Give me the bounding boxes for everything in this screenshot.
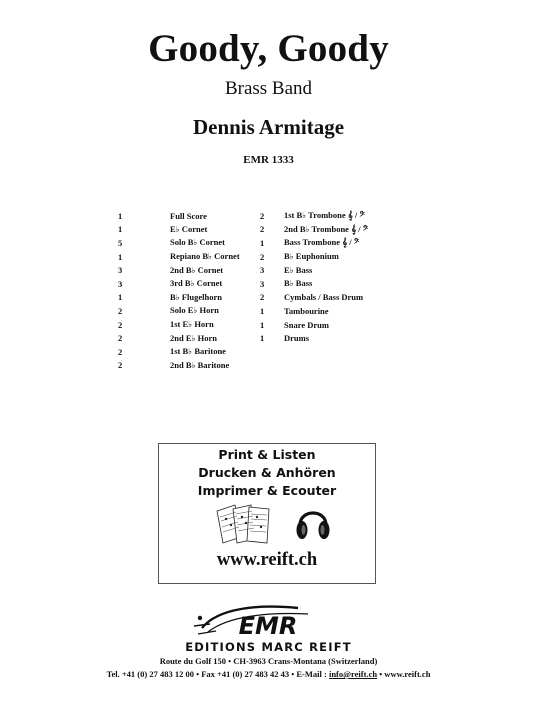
instrument-name: 3rd B♭ Cornet (170, 278, 223, 289)
instrument-name: E♭ Bass (284, 264, 313, 275)
instrument-name: B♭ Bass (284, 278, 313, 289)
instrument-name: 2nd B♭ Cornet (170, 264, 224, 275)
instrument-name: B♭ Euphonium (284, 251, 339, 262)
publisher-contact (0, 669, 537, 679)
instrument-row (260, 318, 368, 332)
instrument-row (260, 263, 368, 277)
instrument-row (118, 236, 240, 250)
instrument-row (118, 359, 240, 373)
instrument-name: 1st B♭ Baritone (170, 346, 226, 357)
instrument-quantity: 1 (118, 292, 123, 303)
contact-email-link[interactable]: info@reift.ch (328, 669, 378, 679)
instrument-name: 1st E♭ Horn (170, 319, 214, 330)
emr-logo (188, 604, 348, 640)
instrument-quantity: 3 (118, 265, 123, 276)
instrument-quantity: 1 (260, 319, 265, 330)
contact-phone-fax: Tel. +41 (0) 27 483 12 00 • Fax +41 (0) 27 483 42 43 • E-Mail : (106, 669, 329, 679)
instrument-name: Full Score (170, 210, 207, 221)
ensemble-subtitle: Brass Band (224, 78, 313, 99)
instrument-name: Drums (284, 333, 310, 344)
instrument-name: Solo E♭ Horn (170, 305, 219, 316)
instrument-quantity: 2 (260, 292, 265, 303)
promo-line-imprimer: Imprimer & Ecouter (197, 483, 337, 498)
promo-website[interactable]: www.reift.ch (216, 550, 318, 570)
instrument-name: Repiano B♭ Cornet (170, 251, 240, 262)
instrument-name: Bass Trombone 𝄞 / 𝄢 (284, 237, 360, 248)
promo-line-print-listen: Print & Listen (218, 447, 316, 462)
instrument-name: Tambourine (284, 305, 329, 316)
publisher-address: Route du Golf 150 • CH-3963 Crans-Montana (Switzerland) (159, 656, 378, 666)
instrument-quantity: 1 (118, 210, 123, 221)
instrument-quantity: 1 (118, 224, 123, 235)
instrument-row (118, 291, 240, 305)
instrument-quantity: 2 (260, 224, 265, 235)
instrument-name: E♭ Cornet (170, 223, 208, 234)
instrument-quantity: 3 (260, 278, 265, 289)
piece-title: Goody, Goody (148, 27, 389, 70)
instrument-row (118, 209, 240, 223)
instrument-name: Cymbals / Bass Drum (284, 292, 364, 303)
instrument-row (260, 291, 368, 305)
instrument-row (260, 236, 368, 250)
catalog-number: EMR 1333 (243, 154, 294, 166)
instrument-row (118, 250, 240, 264)
instrument-row (118, 345, 240, 359)
instrument-row (260, 277, 368, 291)
instrument-quantity: 2 (118, 333, 123, 344)
instrument-name: B♭ Flugelhorn (170, 291, 222, 302)
instrument-row (118, 331, 240, 345)
instrument-quantity: 2 (260, 251, 265, 262)
instrument-name: 2nd B♭ Baritone (170, 359, 230, 370)
instrument-row (260, 250, 368, 264)
instrument-quantity: 3 (260, 265, 265, 276)
instrument-quantity: 2 (118, 346, 123, 357)
instrument-row (118, 277, 240, 291)
instrumentation-right-column (260, 209, 368, 345)
composer-name: Dennis Armitage (192, 115, 345, 139)
publisher-name: EDITIONS MARC REIFT (185, 640, 352, 654)
instrument-quantity: 2 (118, 319, 123, 330)
instrument-quantity: 2 (260, 210, 265, 221)
instrument-row (118, 263, 240, 277)
instrument-quantity: 1 (260, 305, 265, 316)
instrument-quantity: 1 (260, 237, 265, 248)
headphones-icon (295, 501, 331, 543)
instrument-name: 1st B♭ Trombone 𝄞 / 𝄢 (284, 210, 365, 221)
sheet-music-icon (215, 503, 273, 545)
instrument-quantity: 2 (118, 360, 123, 371)
instrument-row (260, 223, 368, 237)
instrument-quantity: 1 (118, 251, 123, 262)
instrument-quantity: 2 (118, 305, 123, 316)
instrument-name: Snare Drum (284, 319, 329, 330)
instrument-name: 2nd E♭ Horn (170, 332, 217, 343)
print-listen-box (158, 443, 376, 584)
instrumentation-left-column (118, 209, 240, 372)
instrument-row (260, 209, 368, 223)
instrument-quantity: 3 (118, 278, 123, 289)
instrument-quantity: 5 (118, 237, 123, 248)
instrument-name: 2nd B♭ Trombone 𝄞 / 𝄢 (284, 223, 369, 234)
instrument-quantity: 1 (260, 333, 265, 344)
instrument-row (118, 223, 240, 237)
instrument-row (260, 331, 368, 345)
instrument-row (118, 304, 240, 318)
instrument-row (260, 304, 368, 318)
instrument-row (118, 318, 240, 332)
instrument-name: Solo B♭ Cornet (170, 237, 226, 248)
promo-line-drucken: Drucken & Anhören (198, 465, 336, 480)
emr-logo-text: EMR (238, 612, 298, 640)
contact-website[interactable]: • www.reift.ch (377, 669, 431, 679)
